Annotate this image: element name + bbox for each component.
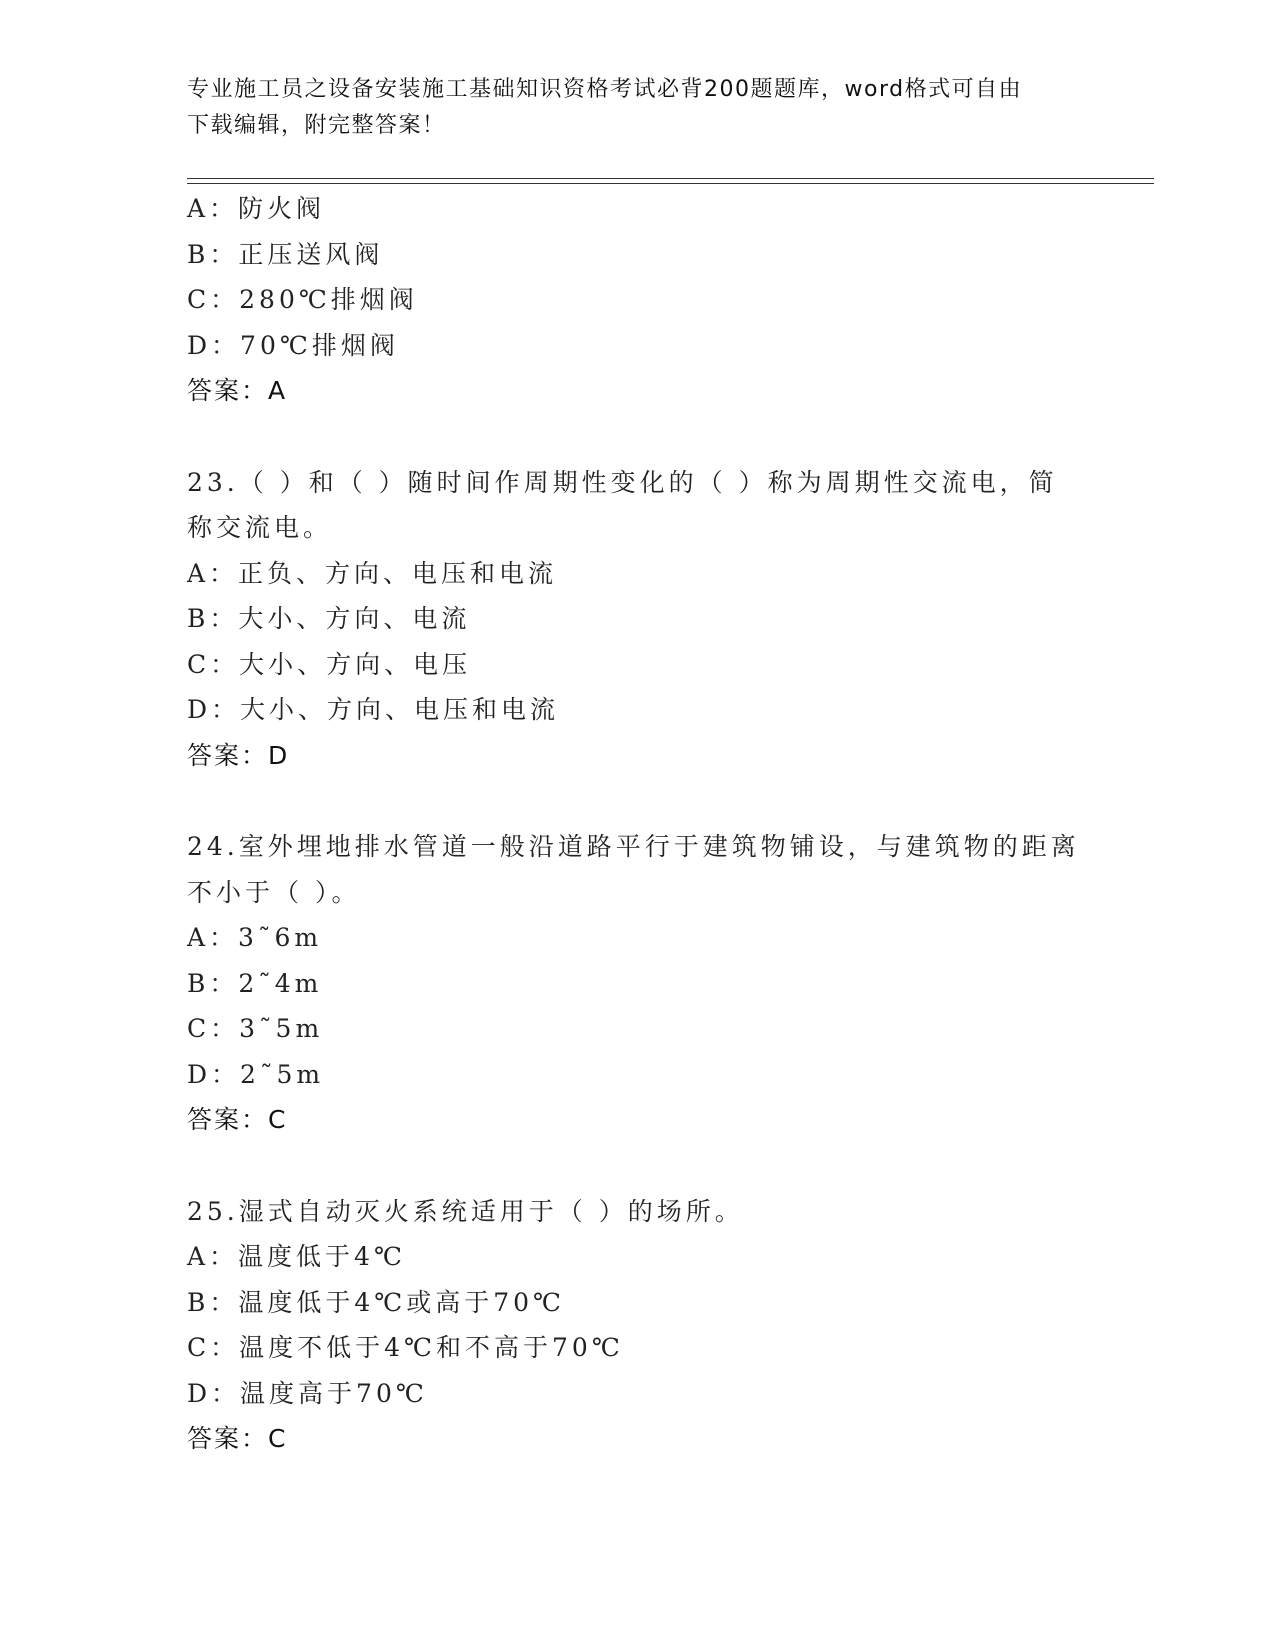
answer-line: 答案：A [187, 376, 288, 405]
question-block [187, 460, 1087, 779]
answer-line: 答案：D [187, 740, 290, 770]
option-a: A：正负、方向、电压和电流 [187, 558, 558, 588]
answer-line: 答案：C [187, 1424, 288, 1453]
question-block [187, 824, 1087, 1143]
header-line-1: 专业施工员之设备安装施工基础知识资格考试必背200题题库，word格式可自由 [187, 77, 1023, 102]
option-c: C：大小、方向、电压 [187, 649, 472, 679]
question-block [187, 186, 1087, 414]
question-list [187, 186, 1087, 1462]
option-a: A：防火阀 [187, 194, 326, 223]
question-stem-line-2: 称交流电。 [187, 513, 333, 542]
header-rule-top [187, 178, 1154, 179]
option-a: A：温度低于4℃ [187, 1242, 406, 1271]
option-d: D：温度高于70℃ [187, 1378, 428, 1408]
option-d: D：70℃排烟阀 [187, 330, 399, 360]
question-stem-line-1: 25.湿式自动灭火系统适用于（ ）的场所。 [187, 1196, 744, 1226]
question-stem-line-1: 23.（ ）和（ ）随时间作周期性变化的（ ）称为周期性交流电，简 [187, 467, 1058, 497]
option-b: B：2˜4m [187, 968, 323, 998]
option-d: D：2˜5m [187, 1059, 325, 1089]
header-rule-bottom [187, 183, 1154, 184]
option-d: D：大小、方向、电压和电流 [187, 695, 560, 724]
document-header [187, 72, 1067, 144]
question-stem-line-1: 24.室外埋地排水管道一般沿道路平行于建筑物铺设，与建筑物的距离 [187, 832, 1080, 861]
answer-line: 答案：C [187, 1105, 288, 1134]
option-b: B：正压送风阀 [187, 239, 384, 269]
option-c: C：280℃排烟阀 [187, 285, 418, 314]
option-c: C：温度不低于4℃和不高于70℃ [187, 1333, 624, 1362]
option-b: B：温度低于4℃或高于70℃ [187, 1287, 566, 1317]
option-b: B：大小、方向、电流 [187, 604, 471, 633]
option-a: A：3˜6m [187, 923, 323, 952]
question-block [187, 1189, 1087, 1462]
header-line-2: 下载编辑，附完整答案！ [187, 113, 446, 138]
question-stem-line-2: 不小于（ ）。 [187, 877, 361, 907]
option-c: C：3˜5m [187, 1014, 324, 1043]
